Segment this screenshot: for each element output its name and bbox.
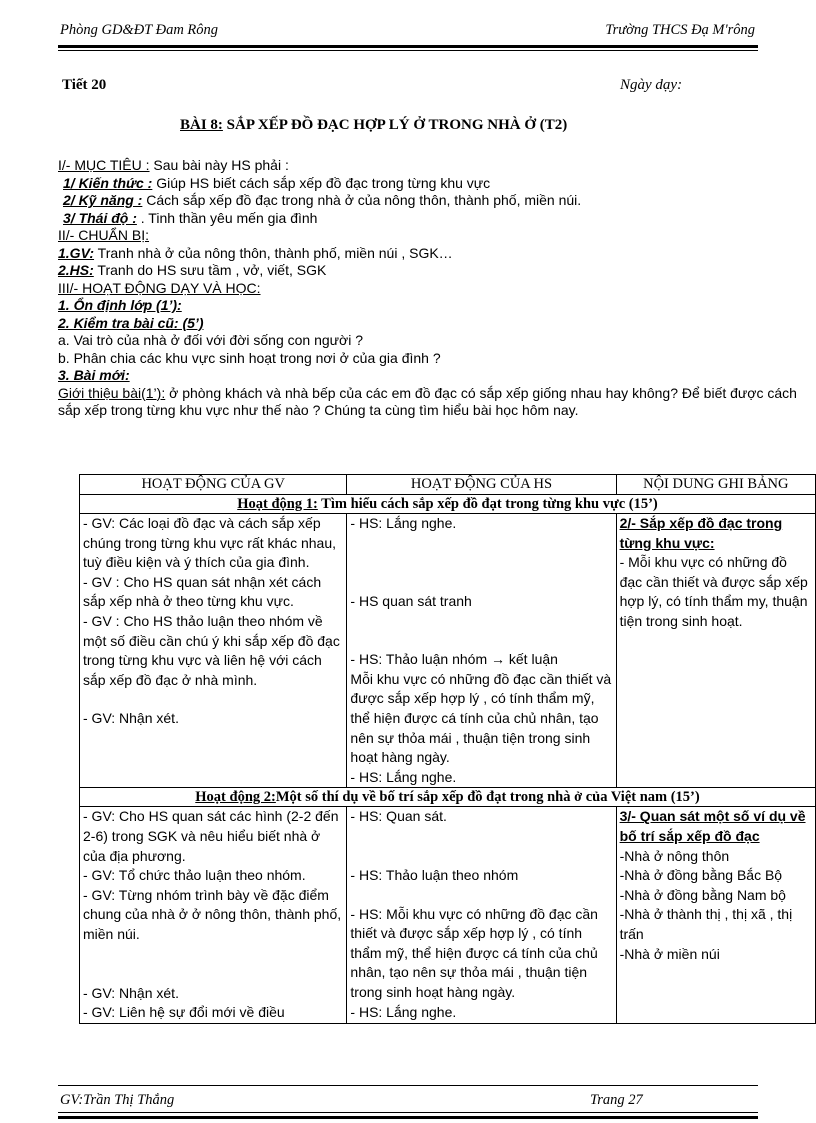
activity-2-teacher-cell [80, 807, 347, 1023]
col-teacher-activity: HOẠT ĐỘNG CỦA GV [80, 475, 347, 495]
col-student-activity: HOẠT ĐỘNG CỦA HS [347, 475, 616, 495]
activity-2-title-row [80, 788, 816, 807]
step-1 [58, 297, 803, 315]
a1-gv-1: - GV: Các loại đồ đạc và cách sắp xếp chúng trong từng khu vực rất khác nhau, tuỳ điều kiện và ý thích của gia đình. [83, 515, 337, 571]
page-header [60, 22, 755, 42]
a1-hs-gap-2 [350, 611, 612, 650]
prep-hs-line [58, 262, 803, 280]
a2-gv-4: - GV: Nhận xét. [83, 984, 179, 1001]
a2-nd-4: -Nhà ở thành thị , thị xã , thị trấn [619, 906, 793, 942]
header-rule-thick [58, 45, 758, 48]
objectives-heading: I/- MỤC TIÊU : [58, 157, 150, 173]
activity-1-row [80, 514, 816, 788]
a1-gv-gap [83, 690, 343, 709]
skills-label: 2/ Kỹ năng : [63, 192, 143, 208]
lesson-title-text: SẮP XẾP ĐỒ ĐẠC HỢP LÝ Ở TRONG NHÀ Ở (T2) [222, 117, 568, 133]
a1-hs-3b: Mỗi khu vực có những đồ đạc cần thiết và được sắp xếp hợp lý , có tính thẩm mỹ, thể hiện được cá tính của chủ nhân, tạo nên sự thỏa mái , thuận tiện trong sinh hoạt hàng ngày. [350, 670, 612, 766]
activity-table [79, 474, 816, 1024]
a2-nd-1: -Nhà ở nông thôn [619, 847, 730, 864]
skills-line [58, 192, 803, 210]
a1-hs-1: - HS: Lắng nghe. [350, 515, 457, 531]
activity-1-board-cell [616, 514, 815, 788]
prep-gv-label: 1.GV: [58, 244, 95, 261]
activity-2-label: Hoạt động 2: [195, 789, 276, 806]
activity-2-title [80, 788, 816, 807]
activity-1-title-row [80, 495, 816, 514]
a2-gv-1: - GV: Cho HS quan sát các hình (2-2 đến 2-6) trong SGK và nêu hiểu biết nhà ở của địa phương. [83, 808, 339, 864]
activity-1-teacher-cell [80, 514, 347, 788]
preparation-line [58, 227, 803, 245]
activity-2-text: Một số thí dụ về bố trí sắp xếp đồ đạt trong nhà ở của Việt nam (15’) [275, 789, 700, 806]
a1-nd-text: - Mỗi khu vực có những đồ đạc cần thiết và được sắp xếp hợp lý, có tính thẩm my, thuận tiện trong sinh hoạt. [619, 554, 808, 629]
lesson-title [180, 117, 567, 134]
a2-gv-3: - GV: Từng nhóm trình bày về đặc điểm chung của nhà ở ở nông thôn, thành phố, miền núi. [83, 886, 342, 942]
skills-text: Cách sắp xếp đồ đạc trong nhà ở của nông thôn, thành phố, miền núi. [142, 192, 582, 208]
activities-line [58, 280, 803, 298]
footer-rule-thin [58, 1112, 758, 1113]
step-3 [58, 367, 803, 385]
objectives-intro: Sau bài này HS phải : [149, 157, 289, 173]
table-header-row [80, 475, 816, 495]
step-1-text: 1. Ổn định lớp (1’): [58, 297, 182, 313]
a2-hs-gap-1 [350, 827, 612, 866]
a1-hs-4: - HS: Lắng nghe. [350, 768, 457, 785]
a2-hs-2: - HS: Thảo luận theo nhóm [350, 866, 519, 883]
a2-hs-4: - HS: Lắng nghe. [350, 1003, 457, 1020]
knowledge-text: Giúp HS biết cách sắp xếp đồ đạc trong từng khu vực [152, 174, 491, 191]
footer-teacher: GV:Trần Thị Thắng [60, 1092, 175, 1108]
step-2 [58, 315, 803, 333]
a1-gv-3: - GV : Cho HS thảo luận theo nhóm về một số điều cần chú ý khi sắp xếp đồ đạc trong từng khu vực và liên hệ với cách sắp xếp đồ đạc ở nhà mình. [83, 612, 340, 688]
a2-gv-5: - GV: Liên hệ sự đổi mới về điều [83, 1004, 285, 1021]
question-b: b. Phân chia các khu vực sinh hoạt trong nơi ở của gia đình ? [58, 349, 441, 366]
activities-heading: III/- HOẠT ĐỘNG DẠY VÀ HỌC: [58, 279, 261, 296]
header-school-name: Trường THCS Đạ M'rông [605, 22, 755, 38]
activity-1-title [80, 495, 816, 514]
a2-nd-3: -Nhà ở đồng bằng Nam bộ [619, 886, 786, 903]
activity-1-label: Hoạt động 1: [237, 496, 318, 512]
attitude-label: 3/ Thái độ : [63, 209, 137, 226]
question-a: a. Vai trò của nhà ở đối với đời sống con người ? [58, 332, 363, 348]
intro-text: ở phòng khách và nhà bếp của các em đồ đạc có sắp xếp giống nhau hay không? Để biết được cách sắp xếp trong từng khu vực như thế nào ? Chúng ta cùng tìm hiểu bài học hôm nay. [58, 384, 797, 418]
a1-hs-gap-1 [350, 534, 612, 592]
prep-hs-text: Tranh do HS sưu tầm , vở, viết, SGK [93, 262, 327, 278]
page-footer [60, 1092, 755, 1112]
a1-gv-2: - GV : Cho HS quan sát nhận xét cách sắp xếp nhà ở theo từng khu vực. [83, 573, 322, 610]
a2-hs-gap-2 [350, 886, 612, 905]
a2-nd-5: -Nhà ở miền núi [619, 945, 720, 962]
a2-gv-2: - GV: Tổ chức thảo luận theo nhóm. [83, 867, 306, 884]
knowledge-line [58, 175, 803, 193]
activity-1-student-cell [347, 514, 616, 788]
intro-paragraph [58, 385, 803, 420]
lesson-number: Tiết 20 [62, 77, 107, 93]
prep-gv-text: Tranh nhà ở của nông thôn, thành phố, miền núi , SGK… [94, 244, 453, 261]
attitude-text: . Tinh thần yêu mến gia đình [136, 209, 318, 226]
a1-hs-3a: - HS: Thảo luận nhóm → kết luận [350, 651, 558, 668]
header-school-office: Phòng GD&ĐT Đam Rông [60, 22, 219, 38]
a2-hs-3: - HS: Mỗi khu vực có những đồ đạc cần thiết và được sắp xếp hợp lý , có tính thẩm mỹ, thể hiện được cá tính của chủ nhân, tạo nên sự thỏa mái , thuận tiện trong sinh hoạt hàng ngày. [350, 905, 598, 1000]
activity-2-board-cell [616, 807, 815, 1023]
attitude-line [58, 210, 803, 228]
a1-hs-2: - HS quan sát tranh [350, 592, 472, 609]
teaching-date-label: Ngày dạy: [620, 77, 683, 93]
col-board-content: NỘI DUNG GHI BẢNG [616, 475, 815, 495]
prep-hs-label: 2.HS: [58, 262, 94, 278]
objectives-line [58, 157, 803, 175]
a2-gv-gap [83, 945, 343, 984]
a2-nd-title: 3/- Quan sát một số ví dụ về bố trí sắp xếp đồ đạc [619, 808, 806, 844]
a2-nd-2: -Nhà ở đồng bằng Bắc Bộ [619, 867, 783, 884]
lesson-title-prefix: BÀI 8: [180, 117, 223, 133]
a1-nd-title: 2/- Sắp xếp đồ đạc trong từng khu vực: [619, 515, 783, 551]
activity-1-text: Tìm hiểu cách sắp xếp đồ đạt trong từng khu vực (15’) [317, 496, 658, 512]
intro-label: Giới thiệu bài(1’): [58, 384, 166, 401]
a2-hs-1: - HS: Quan sát. [350, 808, 447, 825]
footer-rule-thick [58, 1116, 758, 1119]
footer-rule-top [58, 1085, 758, 1086]
activity-2-student-cell [347, 807, 616, 1023]
step-3-text: 3. Bài mới: [58, 367, 130, 383]
knowledge-label: 1/ Kiến thức : [63, 174, 153, 191]
header-rule-thin [58, 50, 758, 51]
lesson-body [58, 157, 803, 420]
activity-2-row [80, 807, 816, 1023]
preparation-heading: II/- CHUẨN BỊ: [58, 227, 150, 243]
a1-gv-4: - GV: Nhận xét. [83, 710, 179, 727]
prep-gv-line [58, 245, 803, 263]
footer-page-number: Trang 27 [590, 1092, 643, 1108]
step-2-text: 2. Kiểm tra bài cũ: (5’) [58, 314, 204, 331]
